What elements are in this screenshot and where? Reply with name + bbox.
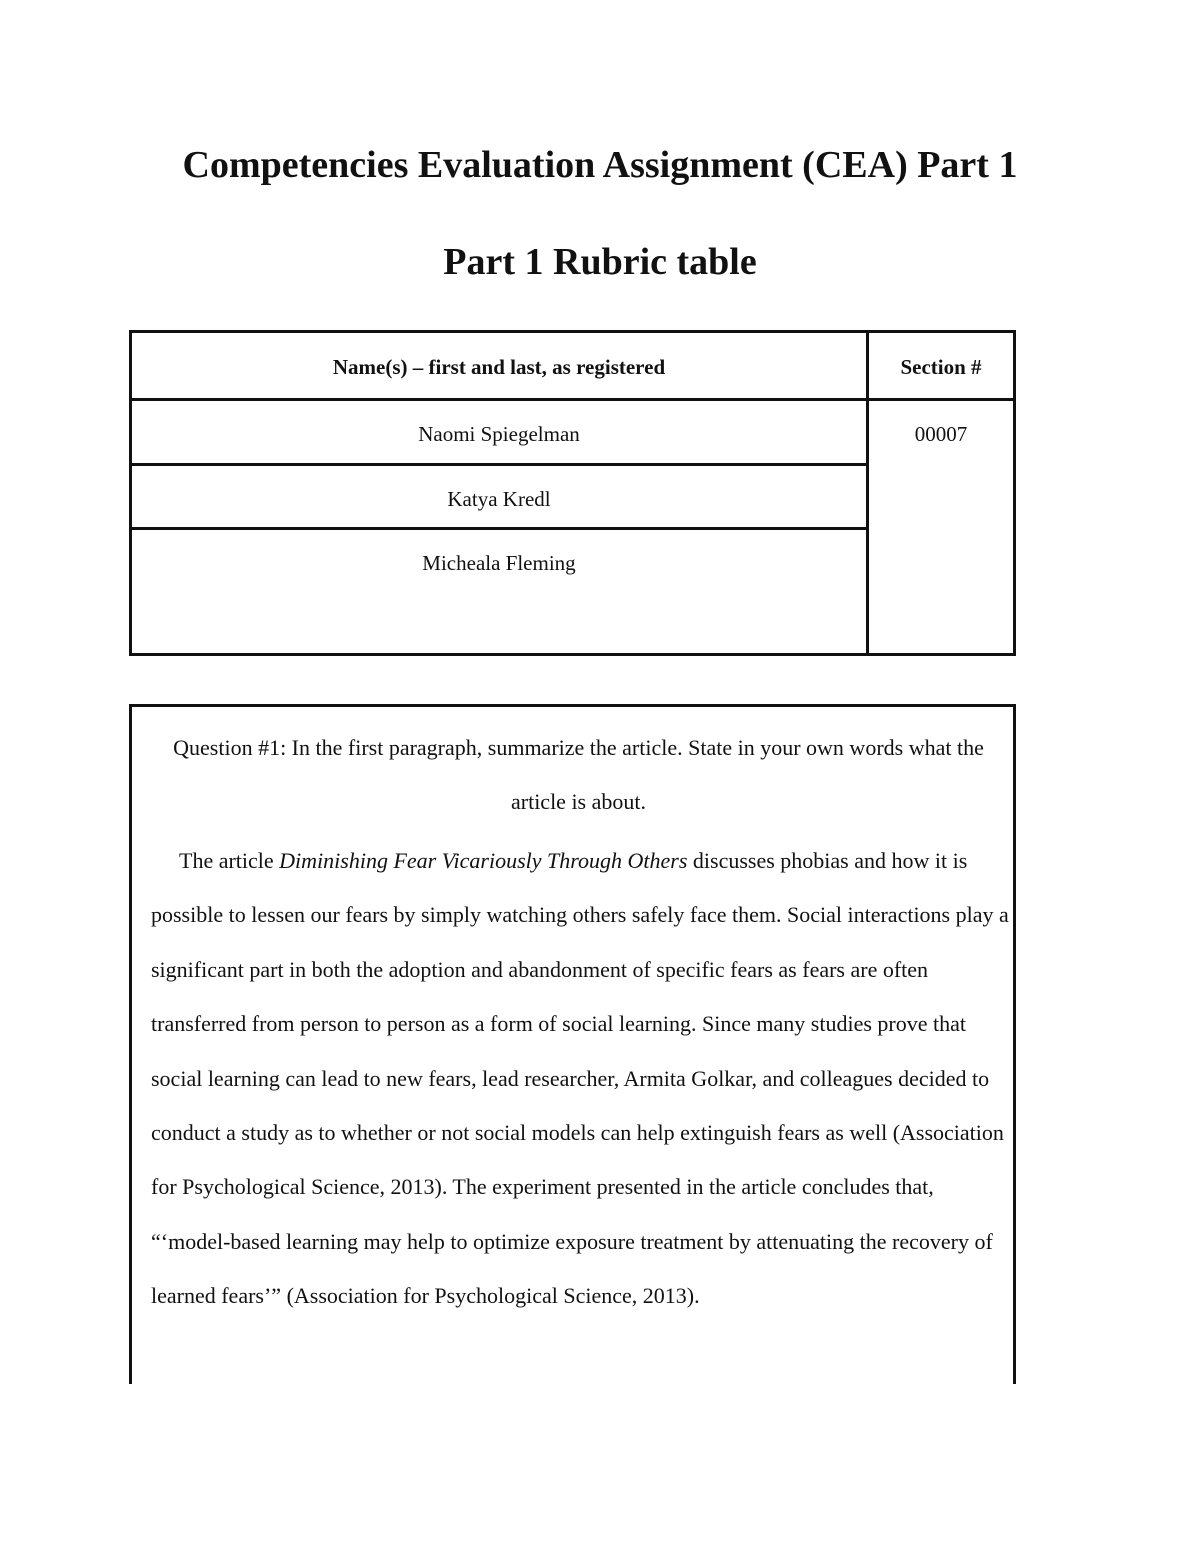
name-cell: Katya Kredl [447, 487, 551, 511]
document-title: Competencies Evaluation Assignment (CEA) Part 1 [182, 144, 1018, 186]
section-column-header: Section # [900, 355, 982, 379]
names-column-header: Name(s) – first and last, as registered [332, 355, 666, 379]
name-cell: Naomi Spiegelman [418, 422, 580, 446]
question-prompt: Question #1: In the first paragraph, summarize the article. State in your own words what the article is about. [173, 735, 984, 814]
answer-paragraph [151, 834, 1011, 1324]
row-divider [132, 463, 866, 466]
section-number-cell: 00007 [914, 422, 968, 446]
rubric-table [129, 330, 1016, 656]
article-title: Diminishing Fear Vicariously Through Others [279, 848, 688, 873]
name-cell: Micheala Fleming [422, 551, 576, 575]
column-divider [866, 333, 869, 653]
header-divider [132, 398, 1013, 401]
answer-intro: The article [179, 848, 280, 873]
row-divider [132, 527, 866, 530]
question-box [129, 704, 1016, 1384]
answer-body: discusses phobias and how it is possible to lessen our fears by simply watching others safely face them. Social interactions play a significant part in both the adoption and abandonment of specific fears as fears are often transferred from person to person as a form of social learning. Since many studies prove that social learning can lead to new fears, lead researcher, Armita Golkar, and colleagues decided to conduct a study as to whether or not social models can help extinguish fears as well (Association for Psychological Science, 2013). The experiment presented in the article concludes that, “‘model-based learning may help to optimize exposure treatment by attenuating the recovery of learned fears’” (Association for Psychological Science, 2013). [151, 848, 1009, 1309]
document-subtitle: Part 1 Rubric table [443, 241, 757, 283]
